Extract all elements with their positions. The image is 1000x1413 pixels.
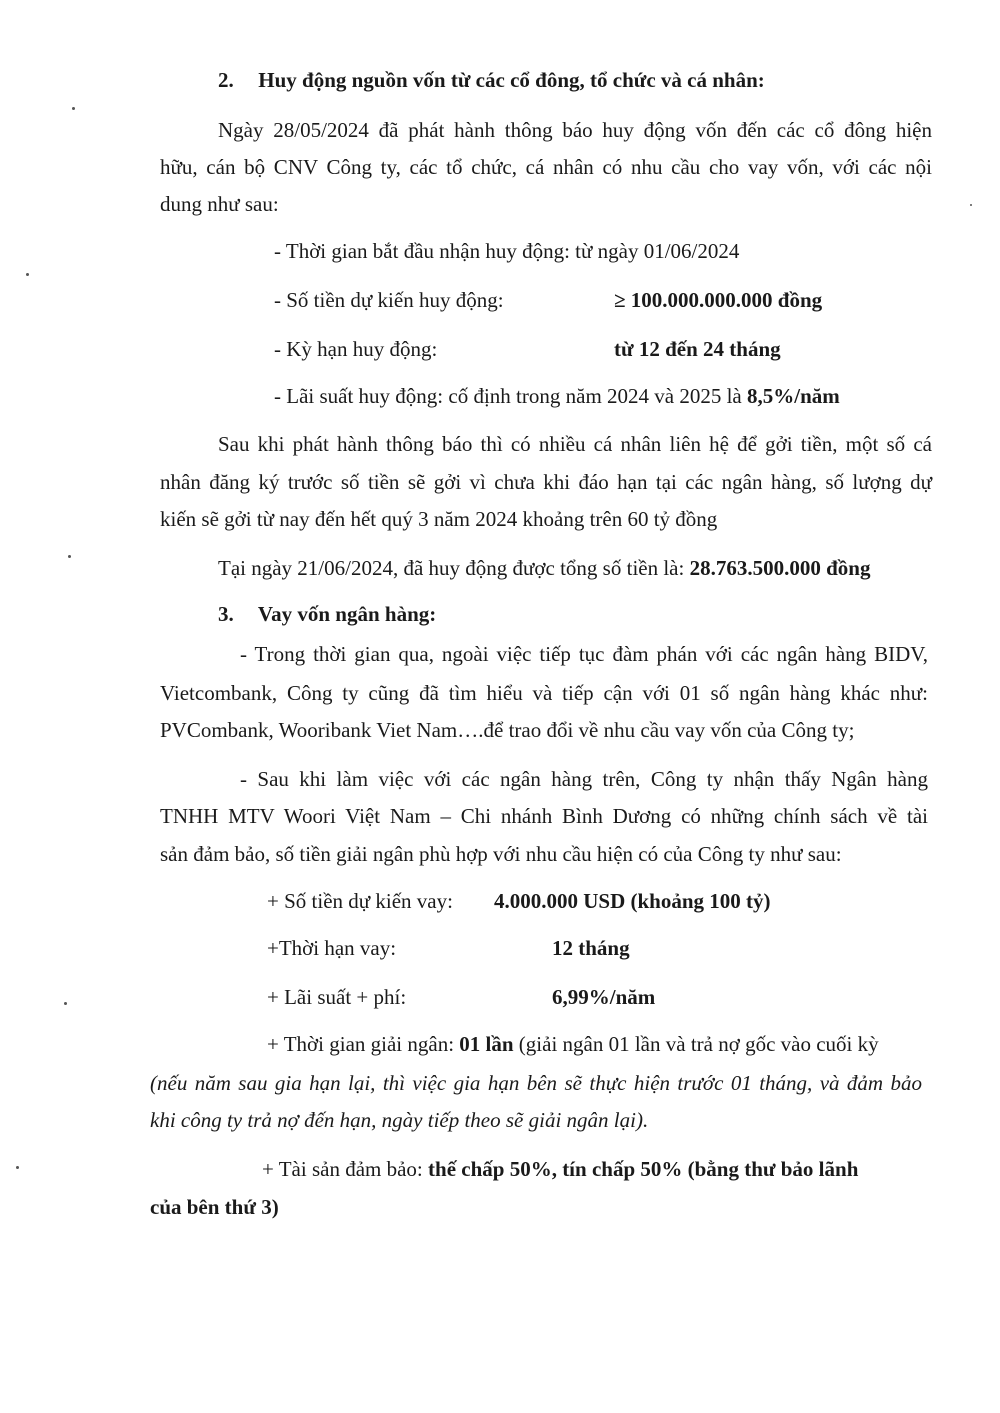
disbursement-item bbox=[267, 1030, 879, 1058]
scan-speck bbox=[68, 555, 71, 558]
p2-line-1: - Sau khi làm việc với các ngân hàng trên, Công ty nhận thấy Ngân hàng bbox=[240, 767, 928, 791]
after-line-2: nhân đăng ký trước số tiền sẽ gởi vì chưa khi đáo hạn tại các ngân hàng, số lượng dự bbox=[160, 470, 932, 494]
rate-label: - Lãi suất huy động: cố định trong năm 2024 và 2025 là bbox=[274, 384, 748, 408]
loan-amount-value: 4.000.000 USD (khoảng 100 tỷ) bbox=[494, 889, 771, 913]
term-label: - Kỳ hạn huy động: bbox=[274, 337, 438, 361]
scan-speck bbox=[64, 1002, 67, 1005]
scan-speck bbox=[970, 204, 972, 206]
disbursement-italic-line-2: khi công ty trả nợ đến hạn, ngày tiếp theo sẽ giải ngân lại). bbox=[150, 1108, 649, 1132]
disbursement-label: + Thời gian giải ngân: bbox=[267, 1032, 460, 1056]
section-2-heading bbox=[218, 66, 765, 94]
p1-line-2: Vietcombank, Công ty cũng đã tìm hiểu và tiếp cận với 01 số ngân hàng khác như: bbox=[160, 681, 928, 705]
disbursement-italic-line-1: (nếu năm sau gia hạn lại, thì việc gia hạn bên sẽ thực hiện trước 01 tháng, và đảm bảo bbox=[150, 1071, 922, 1095]
p2-line-2: TNHH MTV Woori Việt Nam – Chi nhánh Bình Dương có những chính sách về tài bbox=[160, 804, 928, 828]
intro-line-1: Ngày 28/05/2024 đã phát hành thông báo huy động vốn đến các cổ đông hiện bbox=[218, 118, 932, 142]
collateral-value-line-1: thế chấp 50%, tín chấp 50% (bằng thư bảo lãnh bbox=[428, 1157, 859, 1181]
disbursement-note: (giải ngân 01 lần và trả nợ gốc vào cuối kỳ bbox=[513, 1032, 879, 1056]
loan-duration-label: +Thời hạn vay: bbox=[267, 936, 397, 960]
collateral-value-line-2: của bên thứ 3) bbox=[150, 1195, 279, 1219]
intro-line-2: hữu, cán bộ CNV Công ty, các tổ chức, cá nhân có nhu cầu cho vay vốn, với các nội bbox=[160, 155, 932, 179]
section-2-number: 2. bbox=[218, 68, 234, 92]
section-3-number: 3. bbox=[218, 602, 234, 626]
total-value: 28.763.500.000 đồng bbox=[689, 556, 871, 580]
section-2-title: Huy động nguồn vốn từ các cổ đông, tổ chức và cá nhân: bbox=[258, 68, 765, 92]
after-line-1: Sau khi phát hành thông báo thì có nhiều cá nhân liên hệ để gởi tiền, một số cá bbox=[218, 432, 932, 456]
disbursement-value: 01 lần bbox=[459, 1032, 514, 1056]
loan-duration-value: 12 tháng bbox=[552, 936, 630, 960]
collateral-item bbox=[262, 1155, 858, 1183]
total-raised bbox=[218, 554, 870, 582]
start-time-item: - Thời gian bắt đầu nhận huy động: từ ngày 01/06/2024 bbox=[274, 239, 740, 263]
loan-amount-label: + Số tiền dự kiến vay: bbox=[267, 889, 453, 913]
section-3-title: Vay vốn ngân hàng: bbox=[257, 602, 437, 626]
rate-item bbox=[274, 382, 840, 410]
p1-line-3: PVCombank, Wooribank Viet Nam….để trao đổi về nhu cầu vay vốn của Công ty; bbox=[160, 718, 855, 742]
p2-line-3: sản đảm bảo, số tiền giải ngân phù hợp với nhu cầu hiện có của Công ty như sau: bbox=[160, 842, 842, 866]
amount-value: ≥ 100.000.000.000 đồng bbox=[614, 288, 823, 312]
term-value: từ 12 đến 24 tháng bbox=[614, 337, 781, 361]
loan-interest-value: 6,99%/năm bbox=[552, 985, 656, 1009]
total-label: Tại ngày 21/06/2024, đã huy động được tổng số tiền là: bbox=[218, 556, 690, 580]
amount-label: - Số tiền dự kiến huy động: bbox=[274, 288, 504, 312]
collateral-label: + Tài sản đảm bảo: bbox=[262, 1157, 429, 1181]
intro-line-3: dung như sau: bbox=[160, 192, 279, 216]
scan-speck bbox=[72, 107, 75, 110]
scan-speck bbox=[26, 273, 29, 276]
section-3-heading bbox=[218, 600, 436, 628]
scan-speck bbox=[16, 1166, 19, 1169]
after-line-3: kiến sẽ gởi từ nay đến hết quý 3 năm 2024 khoảng trên 60 tỷ đồng bbox=[160, 507, 718, 531]
loan-interest-label: + Lãi suất + phí: bbox=[267, 985, 407, 1009]
p1-line-1: - Trong thời gian qua, ngoài việc tiếp tục đàm phán với các ngân hàng BIDV, bbox=[240, 642, 928, 666]
rate-value: 8,5%/năm bbox=[747, 384, 840, 408]
